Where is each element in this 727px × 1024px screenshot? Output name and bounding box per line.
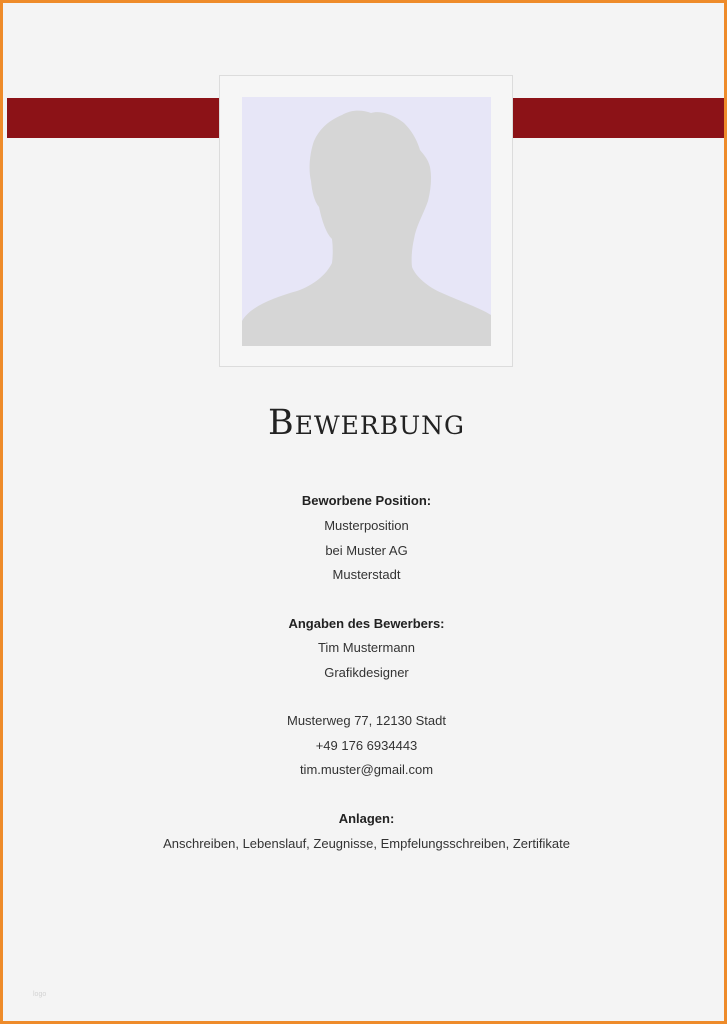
photo-frame <box>219 75 513 367</box>
applicant-phone: +49 176 6934443 <box>315 738 418 753</box>
attachments-list: Anschreiben, Lebenslauf, Zeugnisse, Empfelungsschreiben, Zertifikate <box>163 836 570 851</box>
applicant-email: tim.muster@gmail.com <box>299 762 434 777</box>
profile-photo-placeholder <box>242 97 491 346</box>
person-silhouette-icon <box>242 97 491 346</box>
footer-watermark: logo <box>33 991 47 998</box>
applicant-heading: Angaben des Bewerbers: <box>288 616 445 631</box>
attachments-heading: Anlagen: <box>338 811 395 826</box>
accent-band-left <box>7 98 219 138</box>
position-company: bei Muster AG <box>325 543 408 558</box>
position-title: Musterposition <box>324 518 409 533</box>
position-city: Musterstadt <box>332 567 401 582</box>
applicant-name: Tim Mustermann <box>317 640 416 655</box>
accent-band-right <box>513 98 724 138</box>
applicant-role: Grafikdesigner <box>324 665 409 680</box>
position-heading: Beworbene Position: <box>301 493 432 508</box>
applicant-address: Musterweg 77, 12130 Stadt <box>287 713 446 728</box>
document-title: Bewerbung <box>267 403 466 443</box>
